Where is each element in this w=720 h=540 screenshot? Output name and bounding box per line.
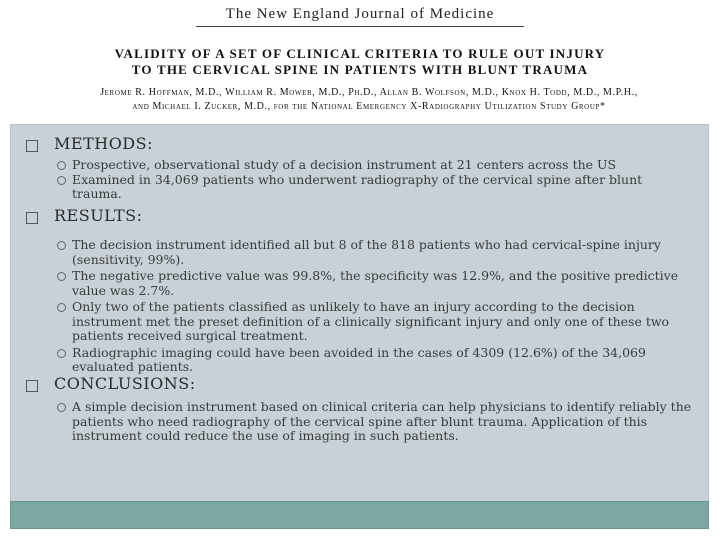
footer-bar [10,501,709,529]
list-item [26,269,692,298]
authors-line-1: Jerome R. Hoffman, M.D., William R. Mower, M.D., Ph.D., Allan B. Wolfson, M.D., Knox H. Todd, M.D., M.P.H., [100,87,638,98]
article-title-line-2: TO THE CERVICAL SPINE IN PATIENTS WITH BLUNT TRAUMA [131,62,589,77]
circle-bullet-icon [57,241,66,250]
list-item-text: The negative predictive value was 99.8%, the specificity was 12.9%, and the positive predictive value was 2.7%. [72,268,679,298]
section-conclusions [26,376,692,444]
section-results [26,208,692,375]
section-title: CONCLUSIONS: [54,374,196,393]
article-authors [24,86,714,114]
list-item [26,300,692,344]
list-item-text: Examined in 34,069 patients who underwent radiography of the cervical spine after blunt trauma. [72,171,643,201]
list-item [26,158,692,173]
checkbox-bullet-icon [26,380,38,392]
checkbox-bullet-icon [26,140,38,152]
bullet-list [26,158,692,202]
circle-bullet-icon [57,349,66,358]
list-item [26,346,692,375]
circle-bullet-icon [57,176,66,185]
article-title [0,46,720,78]
section-header [26,136,692,158]
authors-line-2: and Michael I. Zucker, M.D., for the National Emergency X-Radiography Utilization Study Group* [132,101,606,112]
section-title: METHODS: [54,134,153,153]
section-methods [26,136,692,202]
section-header [26,208,692,230]
list-item-text: The decision instrument identified all but 8 of the 818 patients who had cervical-spine injury (sensitivity, 99%). [72,237,661,267]
section-title: RESULTS: [54,206,143,225]
circle-bullet-icon [57,403,66,412]
journal-name: The New England Journal of Medicine [225,6,495,22]
checkbox-bullet-icon [26,212,38,224]
list-item-text: Radiographic imaging could have been avoided in the cases of 4309 (12.6%) of the 34,069 evaluated patients. [72,344,646,374]
circle-bullet-icon [57,161,66,170]
article-header [0,0,720,125]
list-item-text: Prospective, observational study of a decision instrument at 21 centers across the US [72,157,617,172]
section-header [26,376,692,398]
list-item-text: A simple decision instrument based on clinical criteria can help physicians to identify reliably the patients who need radiography of the cervical spine after blunt trauma. Application of this instrument could reduce the use of imaging in such patients. [72,399,692,443]
bullet-list [26,238,692,375]
article-title-line-1: VALIDITY OF A SET OF CLINICAL CRITERIA TO RULE OUT INJURY [114,46,606,61]
circle-bullet-icon [57,303,66,312]
list-item [26,173,692,202]
list-item-text: Only two of the patients classified as unlikely to have an injury according to the decision instrument met the preset definition of a clinically significant injury and only one of these two patients received surgical treatment. [72,299,670,343]
bullet-list [26,400,692,444]
list-item [26,400,692,444]
journal-rule [196,26,524,27]
list-item [26,238,692,267]
circle-bullet-icon [57,272,66,281]
